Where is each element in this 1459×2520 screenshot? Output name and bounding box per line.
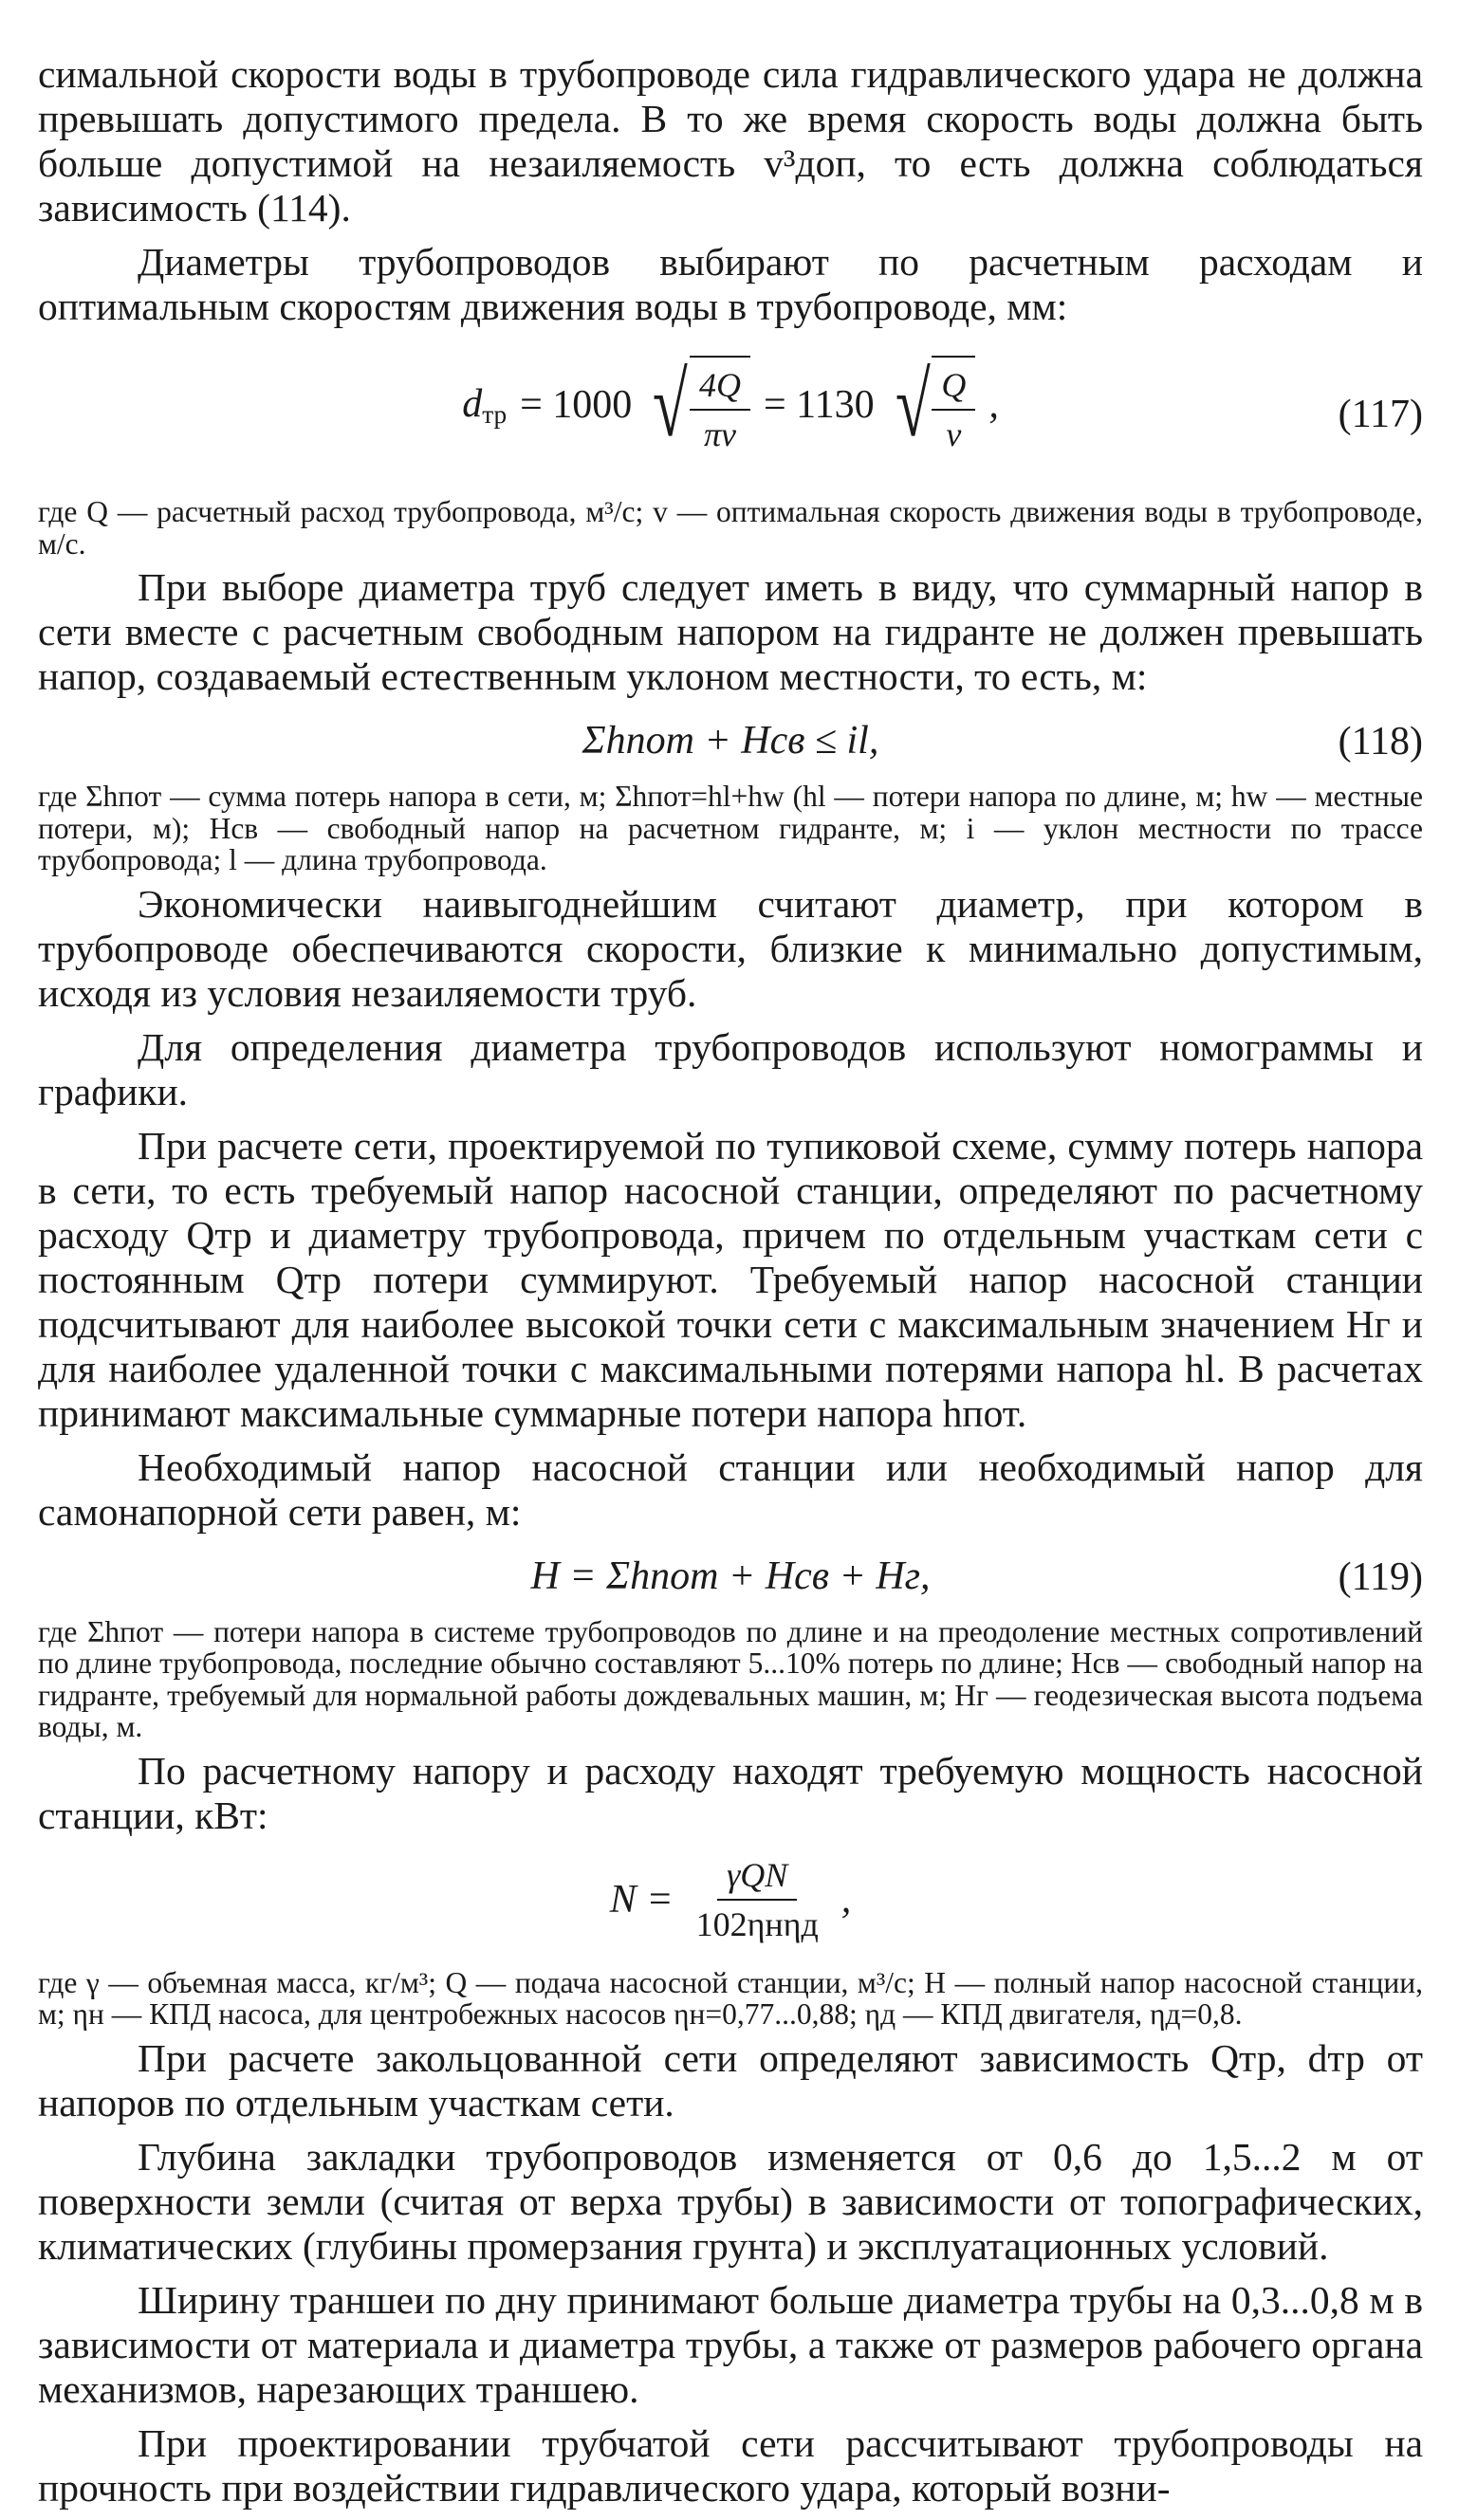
paragraph: Ширину траншеи по дну принимают больше диаметра трубы на 0,3...0,8 м в зависимости от материала и диаметра трубы, а также от размеров рабочего органа механизмов, нарезающих траншею. (38, 2277, 1423, 2411)
formula-power (38, 1848, 1423, 1961)
page (38, 52, 1423, 2520)
equation-number: (118) (1338, 720, 1423, 763)
formula-explanation: где Q — расчетный расход трубопровода, м³/с; v — оптимальная скорость движения воды в трубопроводе, м/с. (38, 495, 1423, 561)
fraction-numerator: Q (932, 365, 975, 411)
formula-explanation: где Σhпот — потери напора в системе трубопроводов по длине и на преодоление местных сопротивлений по длине трубопровода, последние обычно составляют 5...10% потерь по длине; Hсв — свободный напор на гидранте, требуемый для нормальной работы дождевальных машин, м; Hг — геодезическая высота подъема воды, м. (38, 1614, 1423, 1743)
formula-const: = 1000 (520, 383, 633, 427)
formula-119 (38, 1544, 1423, 1610)
paragraph: При расчете сети, проектируемой по тупиковой схеме, сумму потерь напора в сети, то есть требуемый напор насосной станции, определяют по расчетному расходу Qтр и диаметру трубопровода, причем по отдельным участкам сети с постоянным Qтр потери суммируют. Требуемый напор насосной станции подсчитывают для наиболее высокой точки сети с максимальным значением Hг и для наиболее удаленной точки с максимальными потерями напора hl. В расчетах принимают максимальные суммарные потери напора hпот. (38, 1123, 1423, 1435)
fraction-numerator: γQN (717, 1855, 797, 1901)
fraction-denominator: 102ηнηд (695, 1904, 819, 1943)
sqrt-sign: √ $\frac{4Q}{\pi v}$ (645, 356, 750, 454)
equation-number: (117) (1338, 393, 1423, 436)
formula-tail: , (840, 1877, 852, 1922)
paragraph: симальной скорости воды в трубопроводе сила гидравлического удара не должна превышать допустимого предела. В то же время скорость воды должна быть больше допустимой на незаиляемость v³доп, то есть должна соблюдаться зависимость (114). (38, 52, 1423, 230)
fraction (690, 365, 750, 454)
formula-lhs: N = (609, 1877, 674, 1922)
sqrt-sign: √ $\frac{Q}{v}$ (888, 356, 976, 454)
paragraph: Глубина закладки трубопроводов изменяется от 0,6 до 1,5...2 м от поверхности земли (считая от верха трубы) в зависимости от топографических, климатических (глубины промерзания грунта) и эксплуатационных условий. (38, 2134, 1423, 2268)
formula-lhs-sub: тр (482, 399, 508, 429)
paragraph: Необходимый напор насосной станции или необходимый напор для самонапорной сети равен, м: (38, 1444, 1423, 1534)
fraction (687, 1855, 828, 1944)
fraction-numerator: 4Q (690, 365, 750, 411)
paragraph: Диаметры трубопроводов выбирают по расчетным расходам и оптимальным скоростям движения воды в трубопроводе, мм: (38, 240, 1423, 328)
formula-tail: , (988, 383, 999, 427)
formula-explanation: где γ — объемная масса, кг/м³; Q — подача насосной станции, м³/с; H — полный напор насосной станции, м; ηн — КПД насоса, для центробежных насосов ηн=0,77...0,88; ηд — КПД двигателя, ηд=0,8. (38, 1965, 1423, 2031)
fraction-denominator: πv (703, 415, 736, 453)
formula-body: H = Σhпот + Hсв + Hг, (530, 1554, 931, 1598)
paragraph: При проектировании трубчатой сети рассчитывают трубопроводы на прочность при воздействии гидравлического удара, который возни- (38, 2420, 1423, 2510)
formula-lhs: d (462, 381, 483, 426)
formula-explanation: где Σhпот — сумма потерь напора в сети, м; Σhпот=hl+hw (hl — потери напора по длине, м; hw — местные потери, м); Hсв — свободный напор на расчетном гидранте, м; i — уклон местности по трассе трубопровода; l — длина трубопровода. (38, 780, 1423, 876)
paragraph: Для определения диаметра трубопроводов используют номограммы и графики. (38, 1024, 1423, 1113)
equation-number: (119) (1338, 1554, 1423, 1599)
paragraph: Экономически наивыгоднейшим считают диаметр, при котором в трубопроводе обеспечиваются скорости, близкие к минимально допустимым, исходя из условия незаиляемости труб. (38, 881, 1423, 1015)
formula-body: Σhпот + Hсв ≤ il, (582, 719, 879, 763)
formula-117 (38, 339, 1423, 490)
paragraph: При расчете закольцованной сети определяют зависимость Qтр, dтр от напоров по отдельным участкам сети. (38, 2035, 1423, 2125)
paragraph: По расчетному напору и расходу находят требуемую мощность насосной станции, кВт: (38, 1748, 1423, 1837)
fraction-denominator: v (946, 415, 962, 453)
formula-118 (38, 708, 1423, 775)
fraction (932, 365, 975, 454)
paragraph: При выборе диаметра труб следует иметь в виду, что суммарный напор в сети вместе с расчетным свободным напором на гидранте не должен превышать напор, создаваемый естественным уклоном местности, то есть, м: (38, 565, 1423, 698)
formula-const: = 1130 (763, 383, 875, 427)
